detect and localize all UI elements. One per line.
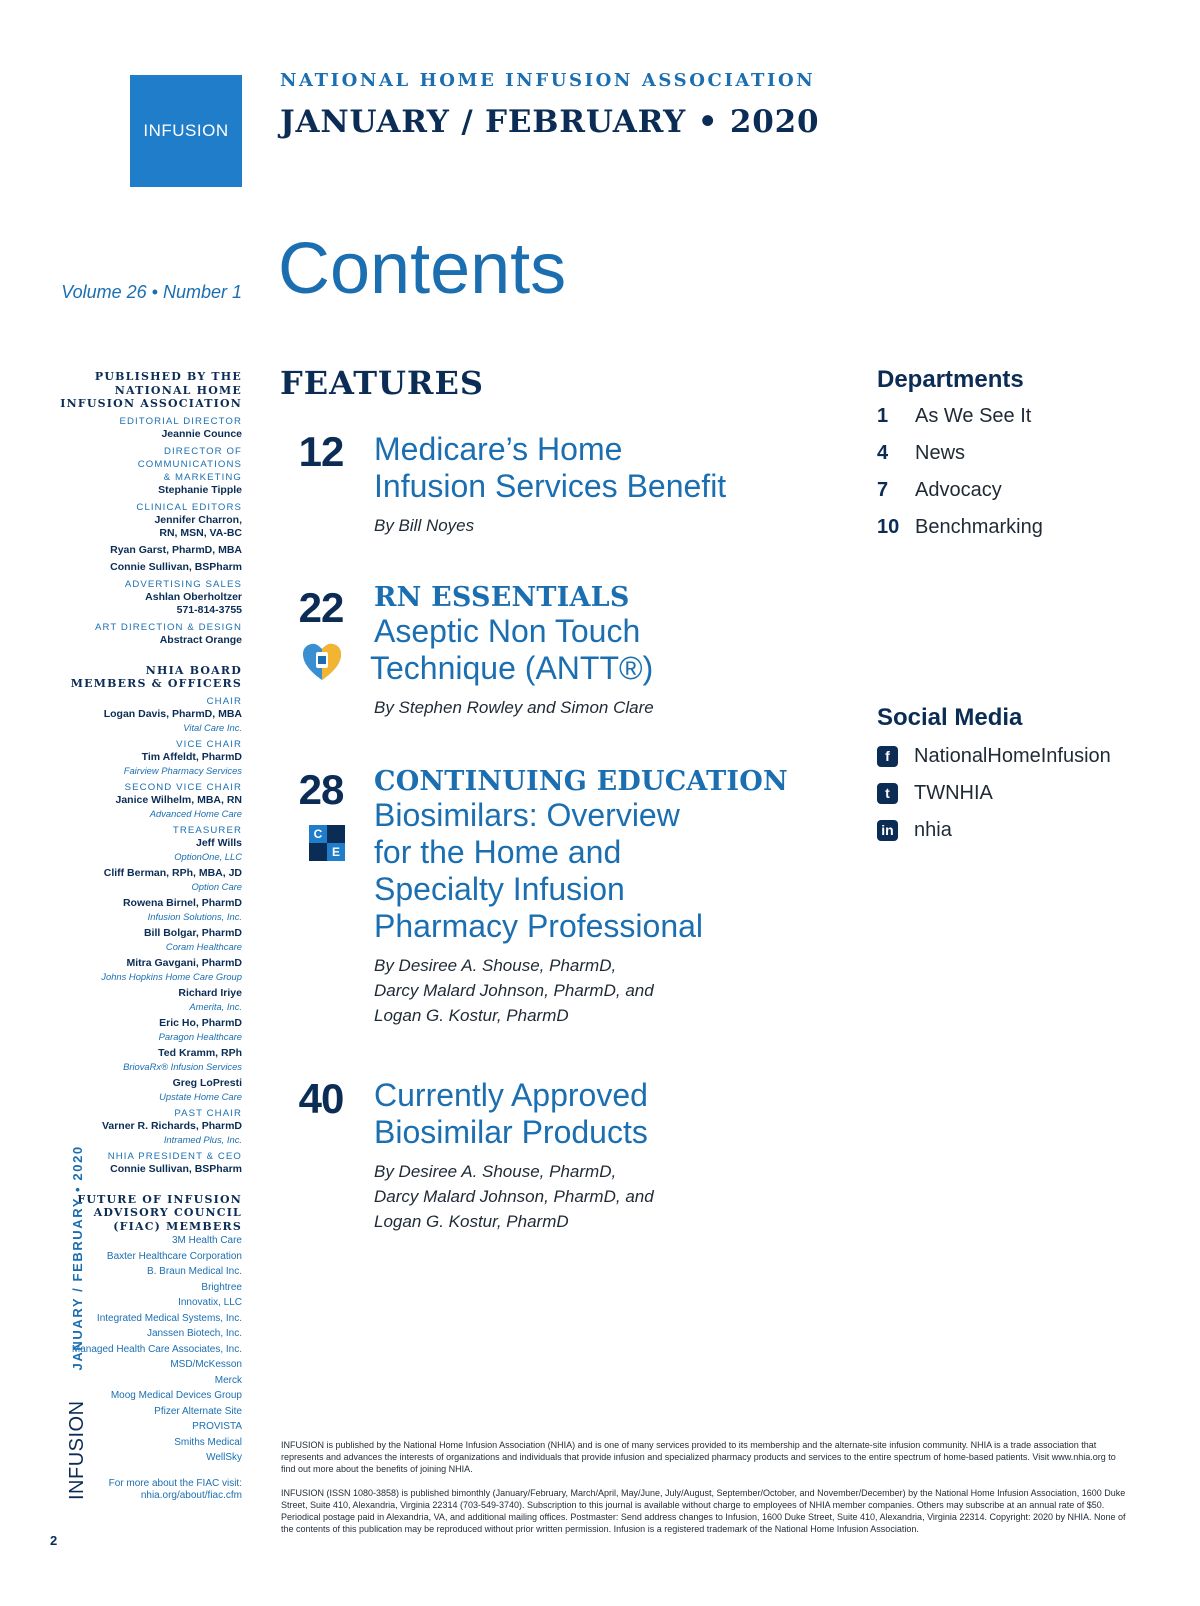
social-label: TWNHIA bbox=[914, 782, 993, 804]
spine-date: JANUARY / FEBRUARY • 2020 bbox=[70, 1145, 85, 1371]
board-company: Fairview Pharmacy Services bbox=[123, 764, 242, 776]
board-name: Logan Davis, PharmD, MBA bbox=[103, 707, 242, 720]
publisher-heading-line: NATIONAL HOME bbox=[114, 383, 242, 397]
board-heading bbox=[40, 664, 242, 691]
heart-shield-icon bbox=[300, 640, 344, 684]
board-name: Jeff Wills bbox=[196, 836, 242, 849]
staff-clinical bbox=[40, 501, 242, 574]
ce-badge-block bbox=[309, 843, 327, 861]
department-item[interactable] bbox=[877, 398, 1043, 435]
board-heading-line: MEMBERS & OFFICERS bbox=[70, 677, 242, 690]
page-number: 2 bbox=[50, 1533, 58, 1548]
staff-communications bbox=[40, 445, 242, 497]
fiac-member: B. Braun Medical Inc. bbox=[146, 1266, 242, 1277]
footer-paragraph: INFUSION is published by the National Home Infusion Association (NHIA) and is one of many services provided to its membership and the alternate-site infusion community. NHIA is a trade association that represents and advances the interests of organizations and individuals that provide infusion and specialized pharmacy products and services to the entire spectrum of home-based patients. Visit www.nhia.org to find out more about the benefits of joining NHIA. bbox=[281, 1440, 1116, 1474]
feature-page-number: 12 bbox=[298, 428, 344, 475]
department-page-number: 1 bbox=[877, 405, 889, 427]
staff-role: ART DIRECTION & DESIGN bbox=[95, 621, 242, 633]
social-label: nhia bbox=[914, 819, 952, 841]
feature-kicker: RN ESSENTIALS bbox=[374, 582, 630, 613]
feature-title: for the Home and bbox=[374, 834, 622, 870]
feature-byline: By Desiree A. Shouse, PharmD, bbox=[374, 1162, 617, 1181]
ce-badge-icon bbox=[309, 825, 345, 861]
fiac-member: Brightree bbox=[201, 1281, 242, 1293]
staff-name: Connie Sullivan, BSPharm bbox=[110, 560, 242, 573]
feature-byline: By Stephen Rowley and Simon Clare bbox=[374, 698, 654, 717]
social-label: NationalHomeInfusion bbox=[914, 745, 1111, 767]
fiac-member: Integrated Medical Systems, Inc. bbox=[96, 1312, 242, 1324]
department-page-number: 10 bbox=[877, 516, 900, 538]
feature-page-number: 28 bbox=[298, 766, 344, 813]
staff-advertising bbox=[40, 578, 242, 617]
fiac-link-label: For more about the FIAC visit: bbox=[108, 1477, 242, 1489]
feature-byline: Logan G. Kostur, PharmD bbox=[374, 1212, 569, 1231]
social-section bbox=[877, 704, 1111, 849]
board-name: Janice Wilhelm, MBA, RN bbox=[115, 793, 242, 806]
volume-number: Volume 26 • Number 1 bbox=[61, 282, 242, 302]
department-label: Benchmarking bbox=[915, 516, 1043, 538]
board-list bbox=[40, 695, 242, 1176]
departments-section bbox=[877, 366, 1043, 546]
spine-text bbox=[66, 1145, 89, 1500]
board-name: Mitra Gavgani, PharmD bbox=[126, 956, 242, 969]
feature-byline: Logan G. Kostur, PharmD bbox=[374, 1006, 569, 1025]
feature-item-biosimilars[interactable] bbox=[374, 766, 788, 1028]
page-title: Contents bbox=[278, 229, 567, 309]
feature-byline: By Bill Noyes bbox=[374, 516, 475, 535]
fiac-heading-line: (FIAC) MEMBERS bbox=[113, 1219, 242, 1233]
staff-editorial bbox=[40, 415, 242, 441]
department-label: As We See It bbox=[915, 405, 1032, 427]
fiac-member: Smiths Medical bbox=[174, 1436, 242, 1448]
board-member bbox=[40, 738, 242, 777]
department-label: Advocacy bbox=[915, 479, 1002, 501]
board-name: Cliff Berman, RPh, MBA, JD bbox=[103, 866, 242, 879]
board-role: TREASURER bbox=[172, 824, 242, 836]
publisher-heading bbox=[40, 370, 242, 411]
departments-heading: Departments bbox=[877, 366, 1024, 393]
staff-name: Ryan Garst, PharmD, MBA bbox=[110, 543, 242, 556]
board-name: Rowena Birnel, PharmD bbox=[122, 896, 242, 909]
ce-badge-e: E bbox=[327, 843, 345, 861]
social-list bbox=[877, 738, 1111, 849]
department-page-number: 7 bbox=[877, 479, 889, 501]
staff-role: COMMUNICATIONS bbox=[137, 458, 242, 470]
staff-role: DIRECTOR OF bbox=[163, 445, 242, 457]
fiac-member: Moog Medical Devices Group bbox=[110, 1390, 242, 1401]
feature-item-approved-biosimilars[interactable] bbox=[374, 1077, 654, 1234]
board-name: Tim Affeldt, PharmD bbox=[141, 750, 242, 763]
board-role: NHIA PRESIDENT & CEO bbox=[107, 1150, 242, 1162]
staff-name: Abstract Orange bbox=[159, 633, 242, 646]
feature-title: Currently Approved bbox=[374, 1077, 648, 1113]
staff-name: RN, MSN, VA-BC bbox=[159, 526, 242, 539]
board-company: Intramed Plus, Inc. bbox=[163, 1133, 242, 1145]
fiac-member: Innovatix, LLC bbox=[178, 1297, 242, 1308]
fiac-heading-line: FUTURE OF INFUSION bbox=[77, 1192, 242, 1206]
footer-paragraph: INFUSION (ISSN 1080-3858) is published bimonthly (January/February, March/April, May/June, July/August, September/October, and November/December) by the National Home Infusion Association, 1600 Duke Street, Suite 410, Alexandria, Virginia 22314 (703-549-3740). Subscription to this journal is available without charge to employees of NHIA member companies. Others may subscribe at an annual rate of $50. Periodical postage paid in Alexandria, VA, and additional mailing offices. Postmaster: Send address changes to Infusion, 1600 Duke Street, Suite 410, Alexandria, Virginia 22314. Copyright: 2020 by NHIA. None of the contents of this publication may be reproduced without prior written permission. Infusion is a registered trademark of the National Home Infusion Association. bbox=[281, 1488, 1126, 1534]
board-company: Coram Healthcare bbox=[165, 940, 242, 952]
board-member bbox=[40, 1017, 242, 1043]
staff-name: Ashlan Oberholtzer bbox=[145, 590, 242, 603]
board-company: BriovaRx® Infusion Services bbox=[123, 1060, 242, 1072]
board-company: Advanced Home Care bbox=[149, 807, 242, 819]
department-item[interactable] bbox=[877, 472, 1043, 509]
staff-name: Stephanie Tipple bbox=[158, 483, 242, 496]
association-name: NATIONAL HOME INFUSION ASSOCIATION bbox=[280, 70, 816, 91]
board-company: Johns Hopkins Home Care Group bbox=[101, 970, 242, 982]
social-heading: Social Media bbox=[877, 704, 1023, 731]
board-member bbox=[40, 927, 242, 953]
feature-byline: Darcy Malard Johnson, PharmD, and bbox=[374, 981, 654, 1000]
feature-title: Technique (ANTT®) bbox=[370, 650, 654, 686]
fiac-member: 3M Health Care bbox=[171, 1235, 242, 1246]
feature-title: Biosimilar Products bbox=[374, 1114, 648, 1150]
social-item[interactable] bbox=[877, 775, 1111, 812]
department-item[interactable] bbox=[877, 509, 1043, 546]
staff-name: Jeannie Counce bbox=[161, 427, 242, 440]
board-role: PAST CHAIR bbox=[174, 1107, 242, 1119]
twitter-icon: t bbox=[877, 783, 898, 804]
board-member bbox=[40, 897, 242, 923]
fiac-link[interactable]: nhia.org/about/fiac.cfm bbox=[140, 1489, 242, 1501]
board-company: Paragon Healthcare bbox=[158, 1030, 242, 1042]
ce-badge-block bbox=[327, 825, 345, 843]
fiac-member: Pfizer Alternate Site bbox=[154, 1405, 242, 1417]
facebook-icon: f bbox=[877, 746, 898, 767]
feature-title: Specialty Infusion bbox=[374, 871, 625, 907]
departments-list bbox=[877, 398, 1043, 546]
fiac-member: Janssen Biotech, Inc. bbox=[146, 1328, 242, 1339]
feature-title: Aseptic Non Touch bbox=[374, 613, 641, 649]
staff-role: EDITORIAL DIRECTOR bbox=[119, 415, 242, 427]
board-member bbox=[40, 1077, 242, 1103]
feature-kicker: CONTINUING EDUCATION bbox=[374, 766, 788, 797]
feature-page-number: 40 bbox=[298, 1075, 344, 1122]
fiac-member: MSD/McKesson bbox=[170, 1359, 242, 1370]
board-role: SECOND VICE CHAIR bbox=[124, 781, 242, 793]
feature-title: Medicare’s Home bbox=[374, 431, 623, 467]
social-item[interactable] bbox=[877, 812, 1111, 849]
publisher-heading-line: PUBLISHED BY THE bbox=[94, 370, 242, 383]
board-member bbox=[40, 695, 242, 734]
feature-byline: Darcy Malard Johnson, PharmD, and bbox=[374, 1187, 654, 1206]
department-item[interactable] bbox=[877, 435, 1043, 472]
board-member bbox=[40, 781, 242, 820]
fiac-heading-line: ADVISORY COUNCIL bbox=[93, 1206, 242, 1219]
staff-role: CLINICAL EDITORS bbox=[136, 501, 242, 513]
board-company: Amerita, Inc. bbox=[189, 1000, 242, 1012]
infusion-logo bbox=[130, 75, 242, 187]
staff-phone: 571-814-3755 bbox=[176, 603, 242, 616]
board-role: VICE CHAIR bbox=[176, 738, 242, 750]
department-label: News bbox=[915, 442, 966, 464]
board-name: Greg LoPresti bbox=[172, 1076, 242, 1089]
feature-byline: By Desiree A. Shouse, PharmD, bbox=[374, 956, 617, 975]
board-member bbox=[40, 1107, 242, 1146]
footer-notice bbox=[281, 1439, 1126, 1547]
board-member bbox=[40, 1047, 242, 1073]
board-member bbox=[40, 957, 242, 983]
department-page-number: 4 bbox=[877, 442, 889, 464]
staff-role: & MARKETING bbox=[163, 471, 242, 483]
feature-page-number: 22 bbox=[298, 584, 344, 631]
board-name: Connie Sullivan, BSPharm bbox=[110, 1162, 242, 1175]
board-company: Upstate Home Care bbox=[159, 1090, 242, 1102]
board-name: Eric Ho, PharmD bbox=[159, 1016, 242, 1029]
feature-title: Infusion Services Benefit bbox=[374, 468, 727, 504]
board-role: CHAIR bbox=[206, 695, 242, 707]
fiac-member: WellSky bbox=[206, 1452, 242, 1463]
board-heading-line: NHIA BOARD bbox=[145, 663, 242, 677]
board-company: Infusion Solutions, Inc. bbox=[147, 910, 242, 922]
board-name: Ted Kramm, RPh bbox=[158, 1046, 242, 1059]
fiac-member: Managed Health Care Associates, Inc. bbox=[71, 1343, 242, 1355]
logo-text: INFUSION bbox=[143, 121, 229, 140]
feature-title: Pharmacy Professional bbox=[374, 908, 704, 944]
staff-role: ADVERTISING SALES bbox=[124, 578, 242, 590]
fiac-member: PROVISTA bbox=[192, 1421, 242, 1432]
ce-badge-c: C bbox=[309, 825, 327, 843]
staff-art bbox=[40, 621, 242, 647]
spine-logo: INFUSION bbox=[66, 1400, 88, 1500]
feature-item-medicare[interactable] bbox=[374, 431, 726, 538]
features-heading: FEATURES bbox=[280, 364, 484, 402]
feature-item-antt[interactable] bbox=[370, 582, 654, 720]
feature-title: Biosimilars: Overview bbox=[374, 797, 680, 833]
staff-name: Jennifer Charron, bbox=[154, 513, 242, 526]
board-name: Richard Iriye bbox=[178, 986, 242, 999]
board-member bbox=[40, 867, 242, 893]
linkedin-icon: in bbox=[877, 820, 898, 841]
board-member bbox=[40, 824, 242, 863]
social-item[interactable] bbox=[877, 738, 1111, 775]
issue-date: JANUARY / FEBRUARY • 2020 bbox=[280, 104, 820, 140]
board-name: Bill Bolgar, PharmD bbox=[143, 926, 242, 939]
board-name: Varner R. Richards, PharmD bbox=[101, 1119, 242, 1132]
board-company: Option Care bbox=[191, 880, 242, 892]
fiac-member: Baxter Healthcare Corporation bbox=[106, 1250, 242, 1262]
publisher-heading-line: INFUSION ASSOCIATION bbox=[60, 397, 242, 410]
board-company: OptionOne, LLC bbox=[174, 850, 242, 862]
board-member bbox=[40, 987, 242, 1013]
board-company: Vital Care Inc. bbox=[183, 721, 242, 733]
fiac-member: Merck bbox=[214, 1374, 242, 1386]
